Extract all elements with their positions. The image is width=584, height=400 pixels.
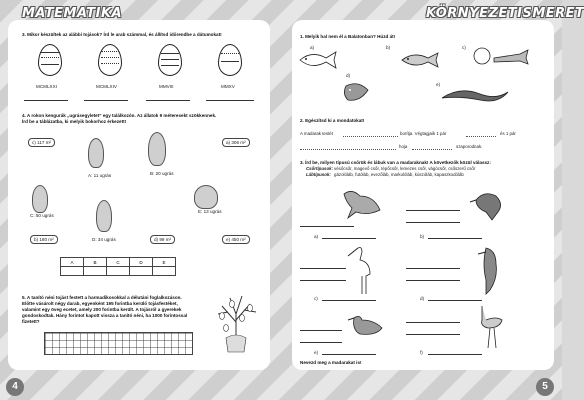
- q2-blank-2[interactable]: [466, 136, 496, 137]
- bird-label-b: b): [420, 234, 425, 239]
- page-number-right: 5: [536, 378, 554, 396]
- bird-b-line-2[interactable]: [406, 222, 460, 223]
- bird-d-line-2[interactable]: [406, 280, 460, 281]
- table-cell-e[interactable]: [153, 267, 176, 276]
- right-page: [292, 20, 554, 370]
- table-cell-b[interactable]: [84, 267, 107, 276]
- fish-label-d: d): [346, 73, 351, 78]
- fish-label-c: c): [462, 45, 466, 50]
- q3-text: 3. Mikor készültek az alábbi tojások? Írd le arab számmal, és állítsd időrendbe a dátumokat!: [22, 32, 222, 37]
- table-cell-a[interactable]: [61, 267, 84, 276]
- beaks-title: Csőrtípusok:: [306, 166, 334, 171]
- q2-blank-1[interactable]: [343, 136, 398, 137]
- kangaroo-a-label: A: 11 ugrás: [88, 173, 112, 178]
- kangaroo-e-label: E: 13 ugrás: [198, 209, 222, 214]
- q2-line2-b: szaporodnak.: [456, 144, 483, 149]
- table-cell-c[interactable]: [107, 267, 130, 276]
- egg-label-4: MMXV: [221, 84, 235, 89]
- answer-line-egg-4[interactable]: [206, 100, 254, 101]
- q2-line1-b: borítja. Végtagjaik 1 pár: [400, 131, 447, 136]
- bird-a-line-1[interactable]: [300, 226, 354, 227]
- table-header-a: A: [61, 258, 84, 267]
- page-number-left: 4: [6, 378, 24, 396]
- egg-4: [218, 44, 242, 76]
- bird-a-icon: [338, 186, 384, 222]
- bush-b: b) 180 m²: [30, 235, 58, 244]
- bird-a-line-2[interactable]: [322, 238, 376, 239]
- bush-c: c) 117 m²: [28, 138, 55, 147]
- table-header-d: D: [130, 258, 153, 267]
- bird-b-line-1[interactable]: [406, 210, 460, 211]
- bird-e-line-3[interactable]: [322, 354, 376, 355]
- fish-d-icon[interactable]: [340, 78, 376, 106]
- math-header: MATEMATIKA: [22, 6, 123, 21]
- kangaroo-b-icon: [148, 132, 166, 166]
- answer-table: [60, 257, 176, 276]
- q5-text-5: fizetett?: [22, 319, 40, 324]
- q2-line1-c: és 1 pár: [500, 131, 516, 136]
- q4-text-1: 4. A rokon kengurák „ugrásegyletet” egy találkozón. Az állatok 9 méteresekt szökkennek.: [22, 113, 217, 118]
- fish-label-b: b): [386, 45, 391, 50]
- kangaroo-b-label: B: 20 ugrás: [150, 171, 174, 176]
- fish-b-icon[interactable]: [398, 48, 442, 72]
- bird-d-icon: [476, 244, 504, 296]
- r-footer-text: Nevezd meg a madarakat is!: [300, 360, 362, 365]
- q5-text-1: 5. A tanító néni tojást festett a harmadikosokkal a délutáni foglalkozáson.: [22, 295, 182, 300]
- bird-d-line-3[interactable]: [428, 300, 482, 301]
- q5-text-3: valamint egy öveg ecetet, amely 200 forintba került. A tojásról a gyerekek: [22, 307, 182, 312]
- fish-e-icon[interactable]: [440, 84, 510, 106]
- fish-label-e: e): [436, 82, 441, 87]
- kangaroo-e-icon: [194, 185, 218, 209]
- kangaroo-d-icon: [96, 200, 112, 232]
- bird-c-line-3[interactable]: [322, 300, 376, 301]
- egg-1: [38, 44, 62, 76]
- q5-text-4: gondoskodtak. Hány forintot kapott vissza a tanító néni, ha 1000 forintossal: [22, 313, 188, 318]
- bird-label-c: c): [314, 296, 318, 301]
- kangaroo-a-icon: [88, 138, 104, 168]
- answer-grid[interactable]: [44, 332, 193, 355]
- easter-tree-icon: [212, 292, 260, 354]
- bird-b-line-3[interactable]: [428, 238, 482, 239]
- feet-list: gázolóláb, futóláb, evezőláb, markolóláb, kúszóláb, kapaszkodóláb: [334, 172, 464, 177]
- bird-label-a: a): [314, 234, 319, 239]
- r-q2-text: 2. Egészítsd ki a mondatokat!: [300, 118, 365, 123]
- bird-c-line-2[interactable]: [300, 280, 346, 281]
- bush-d: d) 99 m²: [150, 235, 175, 244]
- bird-d-line-1[interactable]: [406, 268, 460, 269]
- egg-label-3: MMVIII: [159, 84, 174, 89]
- bird-f-line-1[interactable]: [406, 322, 460, 323]
- bird-f-icon: [476, 300, 506, 352]
- fish-a-icon[interactable]: [296, 48, 340, 72]
- fish-c-icon[interactable]: [470, 44, 530, 70]
- bird-label-d: d): [420, 296, 425, 301]
- q2-line2-a: hoja: [399, 144, 408, 149]
- q2-blank-4[interactable]: [412, 149, 452, 150]
- answer-line-egg-2[interactable]: [84, 100, 128, 101]
- bird-e-line-1[interactable]: [300, 330, 342, 331]
- kangaroo-d-label: D: 34 ugrás: [92, 237, 116, 242]
- bird-label-e: e): [314, 350, 319, 355]
- feet-title: Lábtípusok:: [306, 172, 331, 177]
- table-cell-d[interactable]: [130, 267, 153, 276]
- egg-label-1: MCMLXXI: [36, 84, 57, 89]
- egg-3: [158, 44, 182, 76]
- beaks-list: vésőcsőr, magevő csőr, tépőcsőr, lemezes csőr, vágócsőr, csőszerű csőr: [334, 166, 476, 171]
- table-header-b: B: [84, 258, 107, 267]
- bird-e-icon: [346, 312, 386, 340]
- answer-line-egg-3[interactable]: [146, 100, 190, 101]
- science-header: KÖRNYEZETISMERET: [426, 6, 584, 21]
- bush-e: e) 450 m²: [222, 235, 250, 244]
- bird-c-icon: [346, 244, 376, 296]
- r-q3-text: 3. Írd be, milyen típusú csőrük és lábuk van a madaraknak! A következők közül válassz:: [300, 160, 491, 165]
- answer-line-egg-1[interactable]: [24, 100, 68, 101]
- bush-a: a) 306 m²: [222, 138, 250, 147]
- q2-line1-a: A madarak testét: [300, 131, 333, 136]
- egg-label-2: MCMLXIV: [96, 84, 117, 89]
- bird-b-icon: [470, 186, 510, 222]
- q2-blank-3[interactable]: [300, 149, 396, 150]
- bird-e-line-2[interactable]: [300, 342, 342, 343]
- egg-2: [98, 44, 122, 76]
- bird-f-line-2[interactable]: [406, 334, 460, 335]
- fish-label-a: a): [310, 45, 315, 50]
- q5-text-2: Előtte vásárolt négy darab, egyenként 195 forintba kerülő tojásfestéket,: [22, 301, 178, 306]
- r-q1-text: 1. Melyik hal nem él a Balatonban? Húzd át!: [300, 34, 396, 39]
- bird-label-f: f): [420, 350, 423, 355]
- table-header-e: E: [153, 258, 176, 267]
- table-header-c: C: [107, 258, 130, 267]
- kangaroo-c-label: C: 50 ugrás: [30, 213, 54, 218]
- kangaroo-c-icon: [32, 185, 48, 213]
- q4-text-2: Írd be a táblázatba, ki melyik bokorhoz érkezett!: [22, 119, 127, 124]
- bird-c-line-1[interactable]: [300, 268, 346, 269]
- bird-f-line-3[interactable]: [428, 354, 482, 355]
